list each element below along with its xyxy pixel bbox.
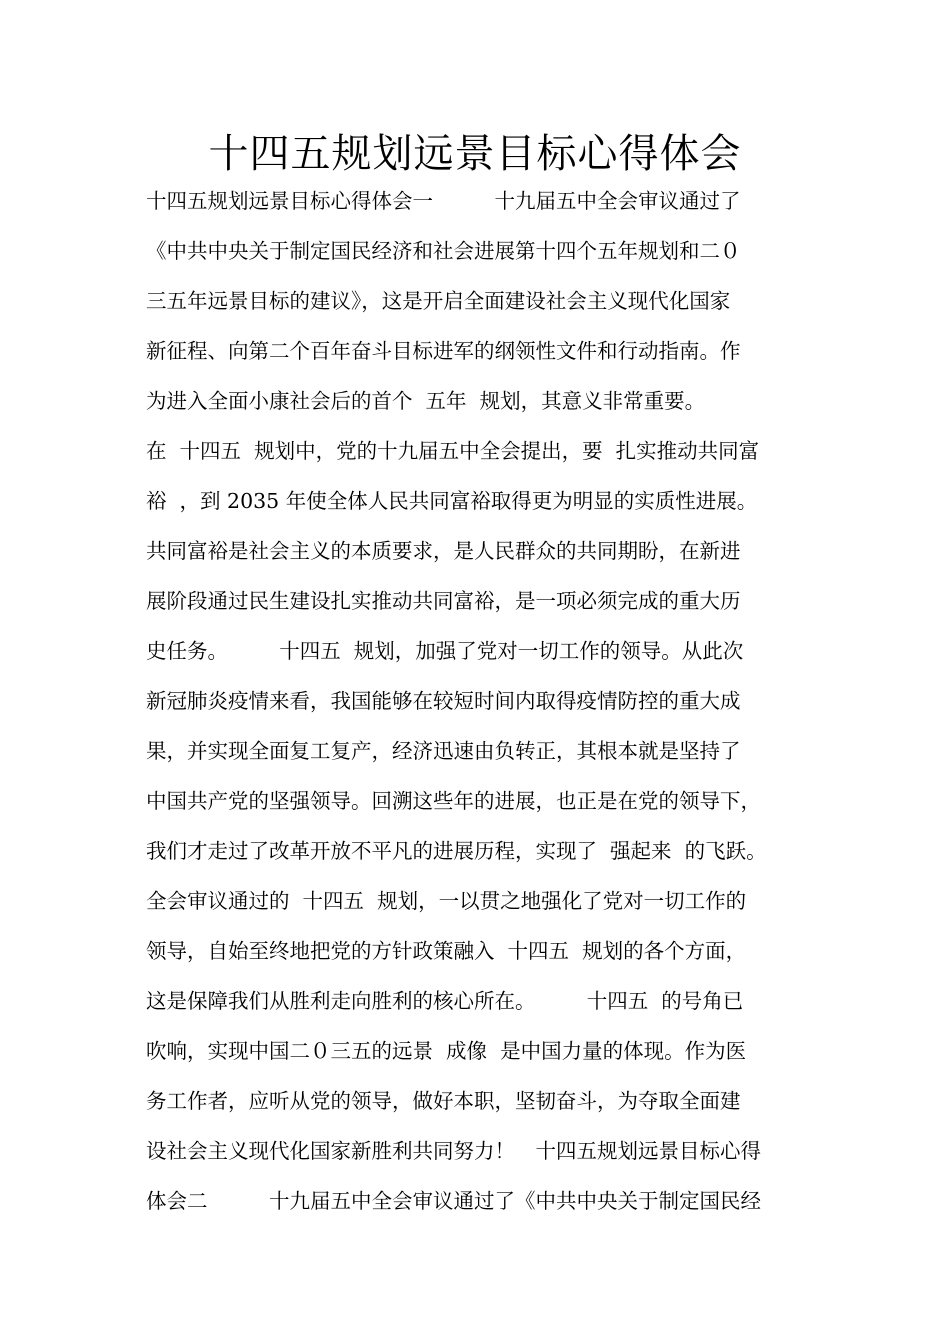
body-line: 全会审议通过的 十四五 规划，一以贯之地强化了党对一切工作的 — [146, 889, 747, 913]
body-line: 果，并实现全面复工复产，经济迅速由负转正，其根本就是坚持了 — [146, 739, 741, 763]
body-line: 《中共中央关于制定国民经济和社会进展第十四个五年规划和二０ — [146, 239, 741, 263]
body-line: 设社会主义现代化国家新胜利共同努力！ 十四五规划远景目标心得 — [146, 1139, 761, 1163]
body-line: 为进入全面小康社会后的首个 五年 规划，其意义非常重要。 — [146, 389, 706, 413]
body-line: 务工作者，应听从党的领导，做好本职，坚韧奋斗，为夺取全面建 — [146, 1089, 741, 1113]
body-line: 我们才走过了改革开放不平凡的进展历程，实现了 强起来 的飞跃。 — [146, 839, 767, 863]
body-line: 吹响，实现中国二０三五的远景 成像 是中国力量的体现。作为医 — [146, 1039, 747, 1063]
body-line: 新冠肺炎疫情来看，我国能够在较短时间内取得疫情防控的重大成 — [146, 689, 741, 713]
body-line: 中国共产党的坚强领导。回溯这些年的进展，也正是在党的领导下， — [146, 789, 761, 813]
body-line: 十四五规划远景目标心得体会一 十九届五中全会审议通过了 — [146, 189, 741, 213]
body-line: 共同富裕是社会主义的本质要求，是人民群众的共同期盼，在新进 — [146, 539, 741, 563]
document-body — [146, 176, 826, 1226]
body-line: 三五年远景目标的建议》，这是开启全面建设社会主义现代化国家 — [146, 289, 731, 313]
body-line: 在 十四五 规划中，党的十九届五中全会提出，要 扎实推动共同富 — [146, 439, 760, 463]
body-line: 这是保障我们从胜利走向胜利的核心所在。 十四五 的号角已 — [146, 989, 744, 1013]
body-line: 展阶段通过民生建设扎实推动共同富裕，是一项必须完成的重大历 — [146, 589, 741, 613]
document-title: 十四五规划远景目标心得体会 — [208, 131, 742, 177]
body-line: 史任务。 十四五 规划，加强了党对一切工作的领导。从此次 — [146, 639, 744, 663]
body-line: 领导，自始至终地把党的方针政策融入 十四五 规划的各个方面， — [146, 939, 747, 963]
body-line: 裕 ，到 2035 年使全体人民共同富裕取得更为明显的实质性进展。 — [146, 489, 758, 513]
body-line: 新征程、向第二个百年奋斗目标进军的纲领性文件和行动指南。作 — [146, 339, 741, 363]
body-line: 体会二 十九届五中全会审议通过了《中共中央关于制定国民经 — [146, 1189, 761, 1213]
